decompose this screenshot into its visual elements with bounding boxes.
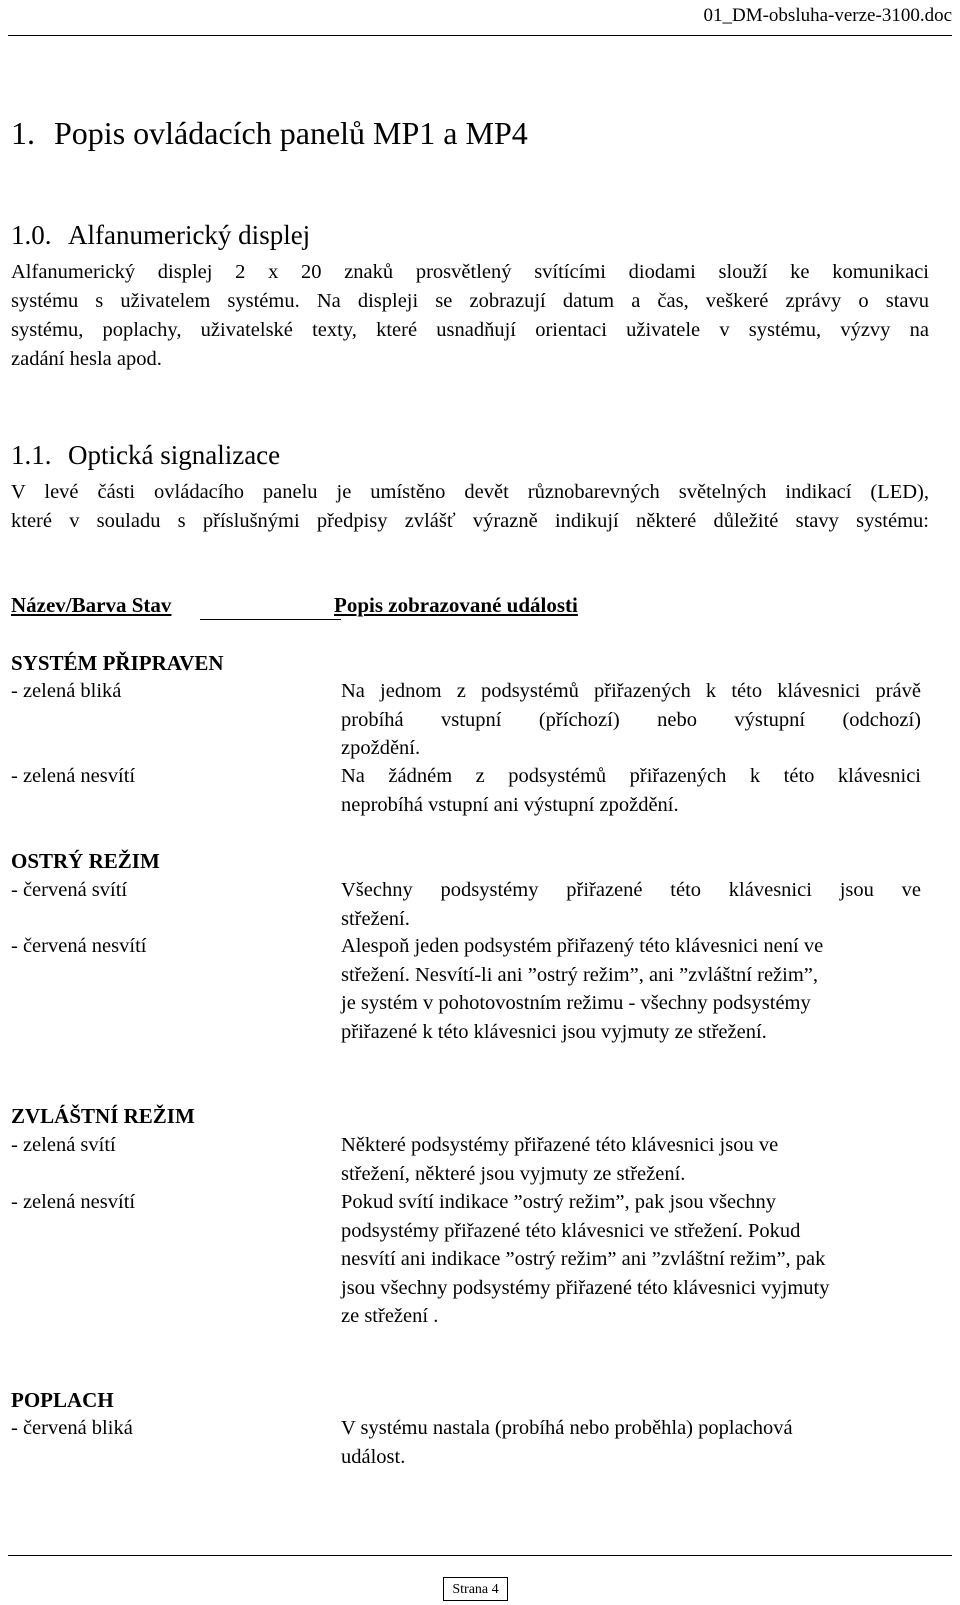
paragraph-line: Alfanumerický displej 2 x 20 znaků prosvětlený svítícími diodami slouží ke komunikaci	[11, 261, 929, 283]
description-line: střežení. Nesvítí-li ani ”ostrý režim”, ani ”zvláštní režim”,	[341, 963, 819, 986]
group-title-system-ready: SYSTÉM PŘIPRAVEN	[11, 651, 224, 675]
state-description	[341, 1188, 921, 1331]
column-header-description: Popis zobrazované události	[334, 593, 578, 617]
state-label: - zelená nesvítí	[11, 1191, 136, 1213]
description-line: nesvítí ani indikace ”ostrý režim” ani ”zvláštní režim”, pak	[341, 1248, 826, 1270]
state-label: - červená bliká	[11, 1417, 133, 1439]
description-line: V systému nastala (probíhá nebo proběhla) poplachová	[341, 1417, 793, 1439]
description-line: neprobíhá vstupní ani výstupní zpoždění.	[341, 793, 679, 816]
description-line: Na jednom z podsystémů přiřazených k této klávesnici právě	[341, 680, 921, 702]
heading-1-number: 1.	[11, 115, 35, 151]
state-description	[341, 876, 921, 933]
description-line: podsystémy přiřazené této klávesnici ve střežení. Pokud	[341, 1219, 801, 1242]
state-description	[341, 932, 921, 1046]
document-filename: 01_DM-obsluha-verze-3100.doc	[703, 5, 952, 26]
state-description	[341, 762, 921, 819]
group-title-special-mode: ZVLÁŠTNÍ REŽIM	[11, 1104, 195, 1128]
description-line: probíhá vstupní (příchozí) nebo výstupní (odchozí)	[341, 708, 921, 731]
page-number: Strana 4	[443, 1577, 508, 1601]
state-label: - červená svítí	[11, 879, 128, 901]
section-1-1-number: 1.1.	[11, 440, 52, 470]
description-line: Všechny podsystémy přiřazené této klávesnici jsou ve	[341, 879, 921, 901]
description-line: střežení.	[341, 907, 410, 930]
state-label: - zelená nesvítí	[11, 765, 136, 787]
section-1-0-paragraph	[11, 258, 929, 374]
section-1-1-paragraph	[11, 478, 929, 536]
paragraph-line: systému s uživatelem systému. Na displeji se zobrazují datum a čas, veškeré zprávy o stavu	[11, 290, 929, 312]
description-line: Některé podsystémy přiřazené této klávesnici jsou ve	[341, 1134, 779, 1156]
column-header-state: Název/Barva Stav	[11, 593, 172, 617]
description-line: Na žádném z podsystémů přiřazených k této klávesnici	[341, 765, 921, 787]
heading-1-title: Popis ovládacích panelů MP1 a MP4	[54, 115, 528, 151]
group-title-alarm: POPLACH	[11, 1388, 114, 1412]
state-description	[341, 1414, 921, 1471]
description-line: je systém v pohotovostním režimu - všechny podsystémy	[341, 992, 811, 1014]
description-line: ze střežení .	[341, 1305, 439, 1327]
section-1-1-title: Optická signalizace	[68, 440, 281, 470]
section-1-0-number: 1.0.	[11, 220, 52, 250]
column-header-underline-extension	[200, 619, 341, 620]
description-line: střežení, některé jsou vyjmuty ze střežení.	[341, 1162, 686, 1185]
group-title-armed-mode: OSTRÝ REŽIM	[11, 849, 160, 873]
state-description	[341, 1131, 921, 1188]
state-description	[341, 677, 921, 763]
paragraph-line: zadání hesla apod.	[11, 348, 162, 370]
state-label: - zelená svítí	[11, 1134, 116, 1156]
description-line: Pokud svítí indikace ”ostrý režim”, pak jsou všechny	[341, 1191, 776, 1213]
description-line: zpoždění.	[341, 737, 421, 759]
footer-rule	[8, 1555, 952, 1556]
paragraph-line: které v souladu s příslušnými předpisy zvlášť výrazně indikují některé důležité stavy systému:	[11, 510, 929, 532]
paragraph-line: V levé části ovládacího panelu je umístěno devět různobarevných světelných indikací (LED),	[11, 481, 929, 503]
description-line: jsou všechny podsystémy přiřazené této klávesnici vyjmuty	[341, 1276, 830, 1299]
state-label: - červená nesvítí	[11, 935, 147, 957]
description-line: Alespoň jeden podsystém přiřazený této klávesnici není ve	[341, 935, 824, 957]
section-1-0-title: Alfanumerický displej	[68, 220, 311, 250]
header-rule	[8, 35, 952, 36]
description-line: událost.	[341, 1445, 406, 1468]
paragraph-line: systému, poplachy, uživatelské texty, které usnadňují orientaci uživatele v systému, výzvy na	[11, 319, 929, 341]
description-line: přiřazené k této klávesnici jsou vyjmuty ze střežení.	[341, 1020, 767, 1043]
state-label: - zelená bliká	[11, 680, 122, 702]
